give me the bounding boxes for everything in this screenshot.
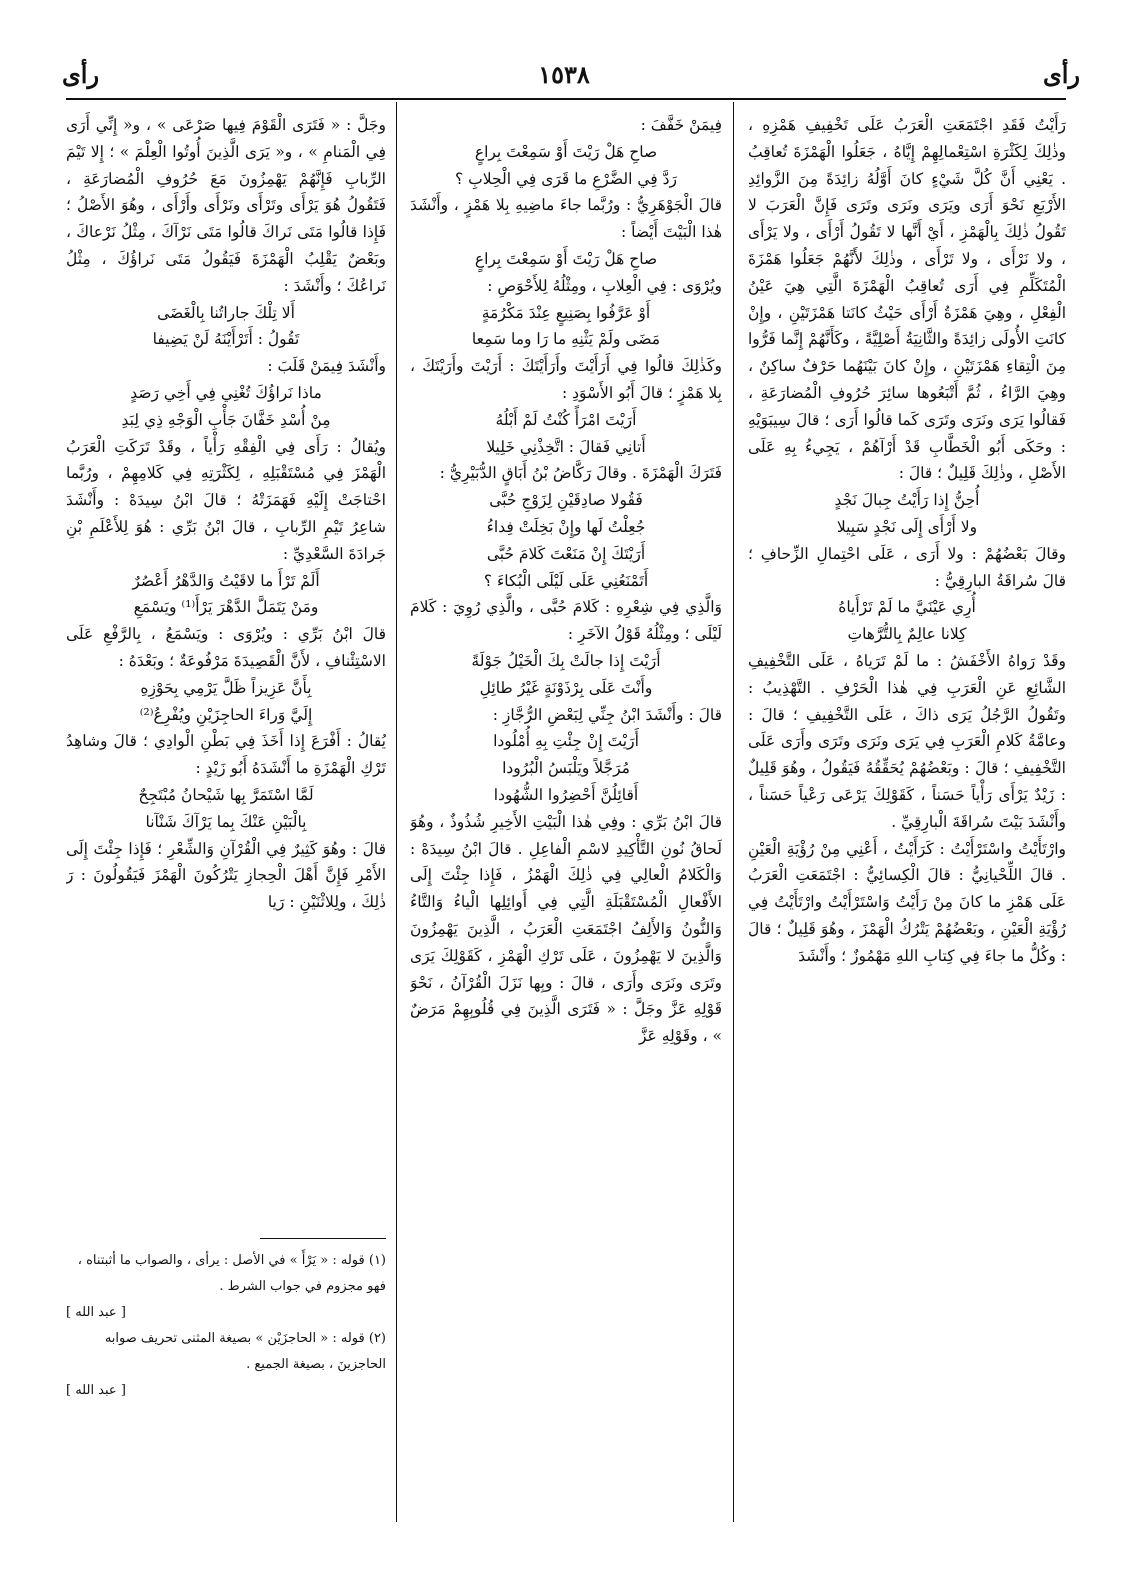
column-divider [733,102,734,1522]
footnote-rule [260,1238,386,1239]
verse-line: أَرَيْتَ إِذا جالَتْ بِكَ الْخَيْلُ جَوْلَةً [471,651,661,670]
footnote: (١) قوله : « يَرْأَ » في الأصل : يرأى ، والصواب ما أثبتناه ، فهو مجزوم في جواب الشرط . [77,1253,386,1294]
verse-line: رَدَّ فِي الضَّرْعِ ما قَرَى فِي الْحِلابِ ؟ [454,169,678,188]
text-column-middle [410,112,722,1532]
verse-line: ماذا نَراؤُكَ تُغْنِي فِي أَخِي رَصَدٍ [130,383,322,402]
page-number: ١٥٣٨ [538,60,590,89]
footnote: (٢) قوله : « الحاجزَيْن » بصيغة المثنى تحريف صوابه الحاجزينَ ، بصيغة الجميع . [104,1331,386,1372]
paragraph: وقالَ بَعْضُهُمْ : ولا أَرَى ، عَلَى احْتِمالِ الزِّحافِ ؛ قالَ سُراقَةُ البارِقِيُّ : [748,544,1066,590]
paragraph: فَتَرَكَ الْهَمْزَةَ . وقالَ رَكَّاضُ بْنُ أَبَاقٍ الدُّبَيْرِيُّ : [439,464,722,483]
verse-line: أَوْ عَرَّفُوا بِصَنِيعٍ عِنْدَ مَكْرُمَةٍ [481,303,651,322]
verse-line: تَقُولُ : أَتَرْأَيْنَهُ لَنْ يَضِيفا [152,330,300,349]
verse-line: فَقُولا صادِقَيْنِ لِزَوْجِ حُبَّى [489,491,643,510]
verse-line: مُرَجَّلاً ويَلْبَسُ الْبُرُودا [502,759,630,778]
verse-line: لَمَّا اسْتَمَرَّ بِها شَيْحانُ مُبْتَجِحٌ [138,785,314,804]
paragraph: وارْتَأَيْتُ واسْتَرْأَيْتُ : كَرَأَيْتُ ، أَعْنِي مِنْ رُؤْيَةِ الْعَيْنِ . قالَ اللِّحْيانِيُّ : قالَ الْكِسائِيُّ : اجْتَمَعَتِ الْعَرَبُ عَلَى هَمْزِ ما كانَ مِنْ رَأَيْتُ وَاسْتَرْأَيْتُ وارْتَأَيْتُ فِي رُؤْيَةِ الْعَيْنِ ، وبَعْضُهُمْ يَتْرُكُ الْهَمْزَ ، وهُوَ قَلِيلٌ ؛ قالَ : وكُلُّ ما جاءَ فِي كِتابِ اللهِ مَهْمُوزٌ ؛ وأَنْشَدَ [748,839,1066,965]
verse-line: أَلَمْ تَرْأَ ما لاقَيْتُ وَالدَّهْرُ أَعْصُرٌ [132,571,320,590]
verse-line: بِأَنَّ عَزِيزاً ظَلَّ يَرْمِي بِحَوْزِهِ [140,678,312,697]
verse-line: ولا أَرْأَى إِلَى نَجْدٍ سَبِيلا [836,517,978,536]
paragraph: قالَ الْجَوْهَرِيُّ : ورُبَّما جاءَ ماضِيهِ بِلا هَمْزٍ ، وأَنْشَدَ هٰذا الْبَيْتَ أَيْضاً : [410,196,722,242]
paragraph: وَالَّذِي فِي شِعْرِهِ : كَلامَ حُبَّى ، والَّذِي رُوِيَ : كَلامَ لَيْلَى ؛ ومِثْلُهُ قَوْلُ الآخَرِ : [410,598,722,644]
paragraph: وقَدْ رَواهُ الأَخْفَشُ : ما لَمْ تَرَياهُ ، عَلَى التَّخْفِيفِ الشَّائِعِ عَنِ الْعَرَبِ فِي هٰذا الْحَرْفِ . التَّهْذِيبُ : وتَقُولُ الرَّجُلُ يَرَى ذاكَ ، عَلَى التَّخْفِيفِ ؛ قالَ : وعامَّةُ كَلامِ الْعَرَبِ فِي يَرَى ونَرَى وتَرَى وأَرَى عَلَى التَّخْفِيفِ ؛ قالَ : وبَعْضُهُمْ يُحَقِّقُهُ فَيَقُولُ ، وهُوَ قَلِيلٌ : زَيْدٌ يَرْأَى رَأْياً حَسَناً ، كَقَوْلِكَ يَرْعَى رَعْياً حَسَناً ، وأَنْشَدَ بَيْتَ سُراقَةَ الْبارِقِيِّ . [748,651,1066,831]
paragraph: رَأَيْتُ فَقَدِ اجْتَمَعَتِ الْعَرَبُ عَلَى تَخْفِيفِ هَمْزِهِ ، وذٰلِكَ لِكَثْرَةِ اسْتِعْمالِهِمْ إِيَّاهُ ، جَعَلُوا الْهَمْزَةَ تُعاقِبُ . يَعْنِي أَنَّ كُلَّ شَيْءٍ كانَ أَوَّلُهُ زائِدَةً مِنَ الزَّوائِدِ الأَرْبَعِ نَحْوَ أَرَى ويَرَى ونَرَى وتَرَى فَإِنَّ الْعَرَبَ لا تَقُولُ ذٰلِكَ بِالْهَمْزِ ، أَيْ أَنَّها لا تَقُولُ أَرْأَى ، ولا يَرْأَى ، ولا نَرْأَى ، ولا تَرْأَى ، وذٰلِكَ لأَنَّهُمْ جَعَلُوا هَمْزَةَ الْمُتَكَلِّمِ فِي أَرَى تُعاقِبُ الْهَمْزَةَ الَّتِي هِيَ عَيْنُ الْفِعْلِ ، وهِيَ هَمْزَةُ أَرْأَى حَيْثُ كانَتا هَمْزَتَيْنِ ، وإِنْ كانَتِ الأُولَى زائِدَةً والثَّانِيَةُ أَصْلِيَّةً ، وكَأَنَّهُمْ إِنَّما فَرُّوا مِنَ الْتِقاءِ هَمْزَتَيْنِ ، وإِنْ كانَ بَيْنَهُما حَرْفٌ ساكِنٌ ، وهِيَ الرَّاءُ ، ثُمَّ أَتْبَعُوها سائِرَ حُرُوفِ الْمُضارَعَةِ ، فَقالُوا يَرَى ونَرَى وتَرَى كَما قالُوا أَرَى ؛ قالَ سِيبَوَيْهِ : وحَكَى أَبُو الْخَطَّابِ قَدْ أَرْآهُمْ ، يَجِيءُ بِهِ عَلَى الأَصْلِ ، وذٰلِكَ قَلِيلٌ ؛ قالَ : [748,116,1066,483]
paragraph: يُقالُ : أَفْرَعَ إِذا أَخَذَ فِي بَطْنِ الْوادِي ؛ قالَ وشاهِدُ تَرْكِ الْهَمْزَةِ ما أَنْشَدَهُ أَبُو زَيْدٍ : [66,732,386,778]
verse-line: صاحِ هَلْ رَيْتَ أَوْ سَمِعْتَ بِراعٍ [474,142,658,161]
verse-line: أَلا تِلْكَ جاراتُنا بِالْغَضَى [157,303,295,322]
verse-line: وأَنْتَ عَلَى بِرْذَوْنَةٍ غَيْرُ طائِلِ [479,678,653,697]
verse-line: بِالْبَيْنِ عَنْكَ بِما يَرْآكَ شَنْآنا [145,812,307,831]
paragraph: قالَ : وأَنْشَدَ ابْنُ جِنِّي لِبَعْضِ الرُّجَّازِ : [492,705,722,724]
verse-line: مَضَى ولَمْ يَثْنِهِ ما رَا وما سَمِعا [471,330,661,349]
paragraph: وجَلَّ : « فَتَرَى الْقَوْمَ فِيها صَرْعَى » ، و« إِنِّي أَرَى فِي الْمَنامِ » ، و« يَرَى الَّذِينَ أُوتُوا الْعِلْمَ » ؛ إِلا تَيْمَ الرِّبابِ فَإِنَّهُمْ يَهْمِزُونَ مَعَ حُرُوفِ الْمُضارَعَةِ ، فَتَقُولُ هُوَ يَرْأَى وتَرْأَى ونَرْأَى وأَرْأَى ، وهُوَ الأَصْلُ ؛ فَإِذا قالُوا مَتَى نَراكَ قالُوا مَتَى نَرْآكَ ، مِثْلُ نَرْعاكَ ، وبَعْضٌ يَقْلِبُ الْهَمْزَةَ فَيَقُولُ مَتَى نَراؤُكَ ، مِثْلُ نَراعُكَ ؛ وأَنْشَدَ : [66,116,386,295]
paragraph: ويُقالُ : رَأَى فِي الْفِقْهِ رَأْياً ، وقَدْ تَرَكَتِ الْعَرَبُ الْهَمْزَ فِي مُسْتَقْبَلِهِ ، لِكَثْرَتِهِ فِي كَلامِهِمْ ، ورُبَّما احْتاجَتْ إِلَيْهِ فَهَمَزَتْهُ ؛ قالَ ابْنُ سِيدَهْ : وأَنْشَدَ شاعِرُ تَيْمِ الرِّبابِ ، قالَ ابْنُ بَرِّي : هُوَ لِلأَعْلَمِ بْنِ جَرادَةَ السَّعْدِيِّ : [66,437,386,563]
verse-line: أُرِي عَيْنَيَّ ما لَمْ تَرْأَياهُ [838,598,976,617]
footnotes [66,1248,386,1404]
verse-line: أُحِنُّ إِذا رَأَيْتُ جِبالَ نَجْدٍ [834,491,980,510]
verse-line: أَرَيْتَ إِنْ جِئْتِ بِهِ أُمْلُودا [493,732,639,751]
text-column-right [748,112,1066,1532]
text-column-left [66,112,386,1232]
column-divider [396,102,397,1522]
paragraph: قالَ : وهُوَ كَثِيرٌ فِي الْقُرْآنِ وَالشِّعْرِ ؛ فَإِذا جِئْتَ إِلَى الأَمْرِ فَإِنَّ أَهْلَ الْحِجازِ يَتْرُكُونَ الْهَمْزَ فَيَقُولُونَ : رَ ذٰلِكَ ، ولِلاثْنَيْنِ : رَيا [66,839,386,912]
verse-line: أَقائِلُنَّ أَحْضِرُوا الشُّهُودا [493,785,639,804]
verse-line: أَتانِي فَقالَ : اتَّخِذْنِي خَلِيلا [486,437,646,456]
footnote-signature: [ عبد الله ] [66,1305,126,1320]
paragraph: وكَذٰلِكَ قالُوا فِي أَرَأَيْتَ وأَرَأَيْتَكَ : أَرَيْتَ وأَرَيْتَكَ ، بِلا هَمْزٍ ؛ قالَ أَبُو الأَسْوَدِ : [410,357,722,402]
paragraph: قالَ ابْنُ بَرِّي : وفِي هٰذا الْبَيْتِ الأَخِيرِ شُذُوذٌ ، وهُوَ لَحاقُ نُونِ التَّأْكِيدِ لاسْمِ الْفاعِلِ . قالَ ابْنُ سِيدَهْ : وَالْكَلامُ الْعالِي فِي ذٰلِكَ الْهَمْزُ ، فَإِذا جِئْتَ إِلَى الأَفْعالِ الْمُسْتَقْبَلَةِ الَّتِي فِي أَوائِلِها الْياءُ وَالتَّاءُ وَالنُّونُ وَالأَلِفُ اجْتَمَعَتِ الْعَرَبُ ، الَّذِينَ يَهْمِزُونَ وَالَّذِينَ لا يَهْمِزُونَ ، عَلَى تَرْكِ الْهَمْزِ ، كَقَوْلِكَ يَرَى وتَرَى ونَرَى وأَرَى ، قالَ : وبِها نَزَلَ الْقُرْآنُ ، نَحْوَ قَوْلِهِ عَزَّ وجَلَّ : « فَتَرَى الَّذِينَ فِي قُلُوبِهِمْ مَرَضٌ » ، وقَوْلِهِ عَزَّ [410,812,722,1046]
header-rule [66,98,1066,100]
paragraph: ويُرْوَى : فِي الْعِلابِ ، ومِثْلُهُ لِلأَحْوَصِ : [487,276,722,295]
verse-line: أَرَيْتَكَ إِنْ مَنَعْتَ كَلامَ حُبَّى [486,544,646,563]
verse-line: ومَنْ يَتَمَلَّ الدَّهْرَ يَرْأَ⁽¹⁾ ويَسْمَعِ [133,598,319,617]
verse-line: صاحِ هَلْ رَيْتَ أَوْ سَمِعْتَ بِراعٍ [474,249,658,268]
page-header [0,60,1128,100]
paragraph: فِيمَنْ خَفَّفَ : [640,116,722,134]
paragraph: وأَنْشَدَ فِيمَنْ قَلَبَ : [267,357,386,376]
verse-line: كِلانا عالِمٌ بِالتُّرَّهاتِ [847,625,967,644]
paragraph: قالَ ابْنُ بَرِّي : ويُرْوَى : ويَسْمَعُ ، بِالرَّفْعِ عَلَى الاسْتِئْنافِ ، لأَنَّ الْقَصِيدَةَ مَرْفُوعَةٌ ؛ وبَعْدَهُ : [66,625,386,670]
verse-line: إِلَيَّ وَراءَ الحاجِزَيْنِ ويُفْرِعُ⁽²⁾ [139,705,313,724]
running-headword-left: رأى [62,60,100,89]
verse-line: أَرَيْتَ امْرَأً كُنْتُ لَمْ أَبْلُهُ [495,410,637,429]
running-headword-right: رأى [1042,60,1080,89]
verse-line: مِنْ أُسْدِ خَفَّانَ جَأْبِ الْوَجْهِ ذِي لِبَدِ [121,410,331,429]
verse-line: أَتَمْنَعُنِي عَلَى لَيْلَى الْبُكاءَ ؟ [483,571,649,590]
verse-line: جُعِلْتُ لَها وإِنْ بَخِلَتْ فِداءُ [486,517,646,536]
footnote-signature: [ عبد الله ] [66,1383,126,1398]
